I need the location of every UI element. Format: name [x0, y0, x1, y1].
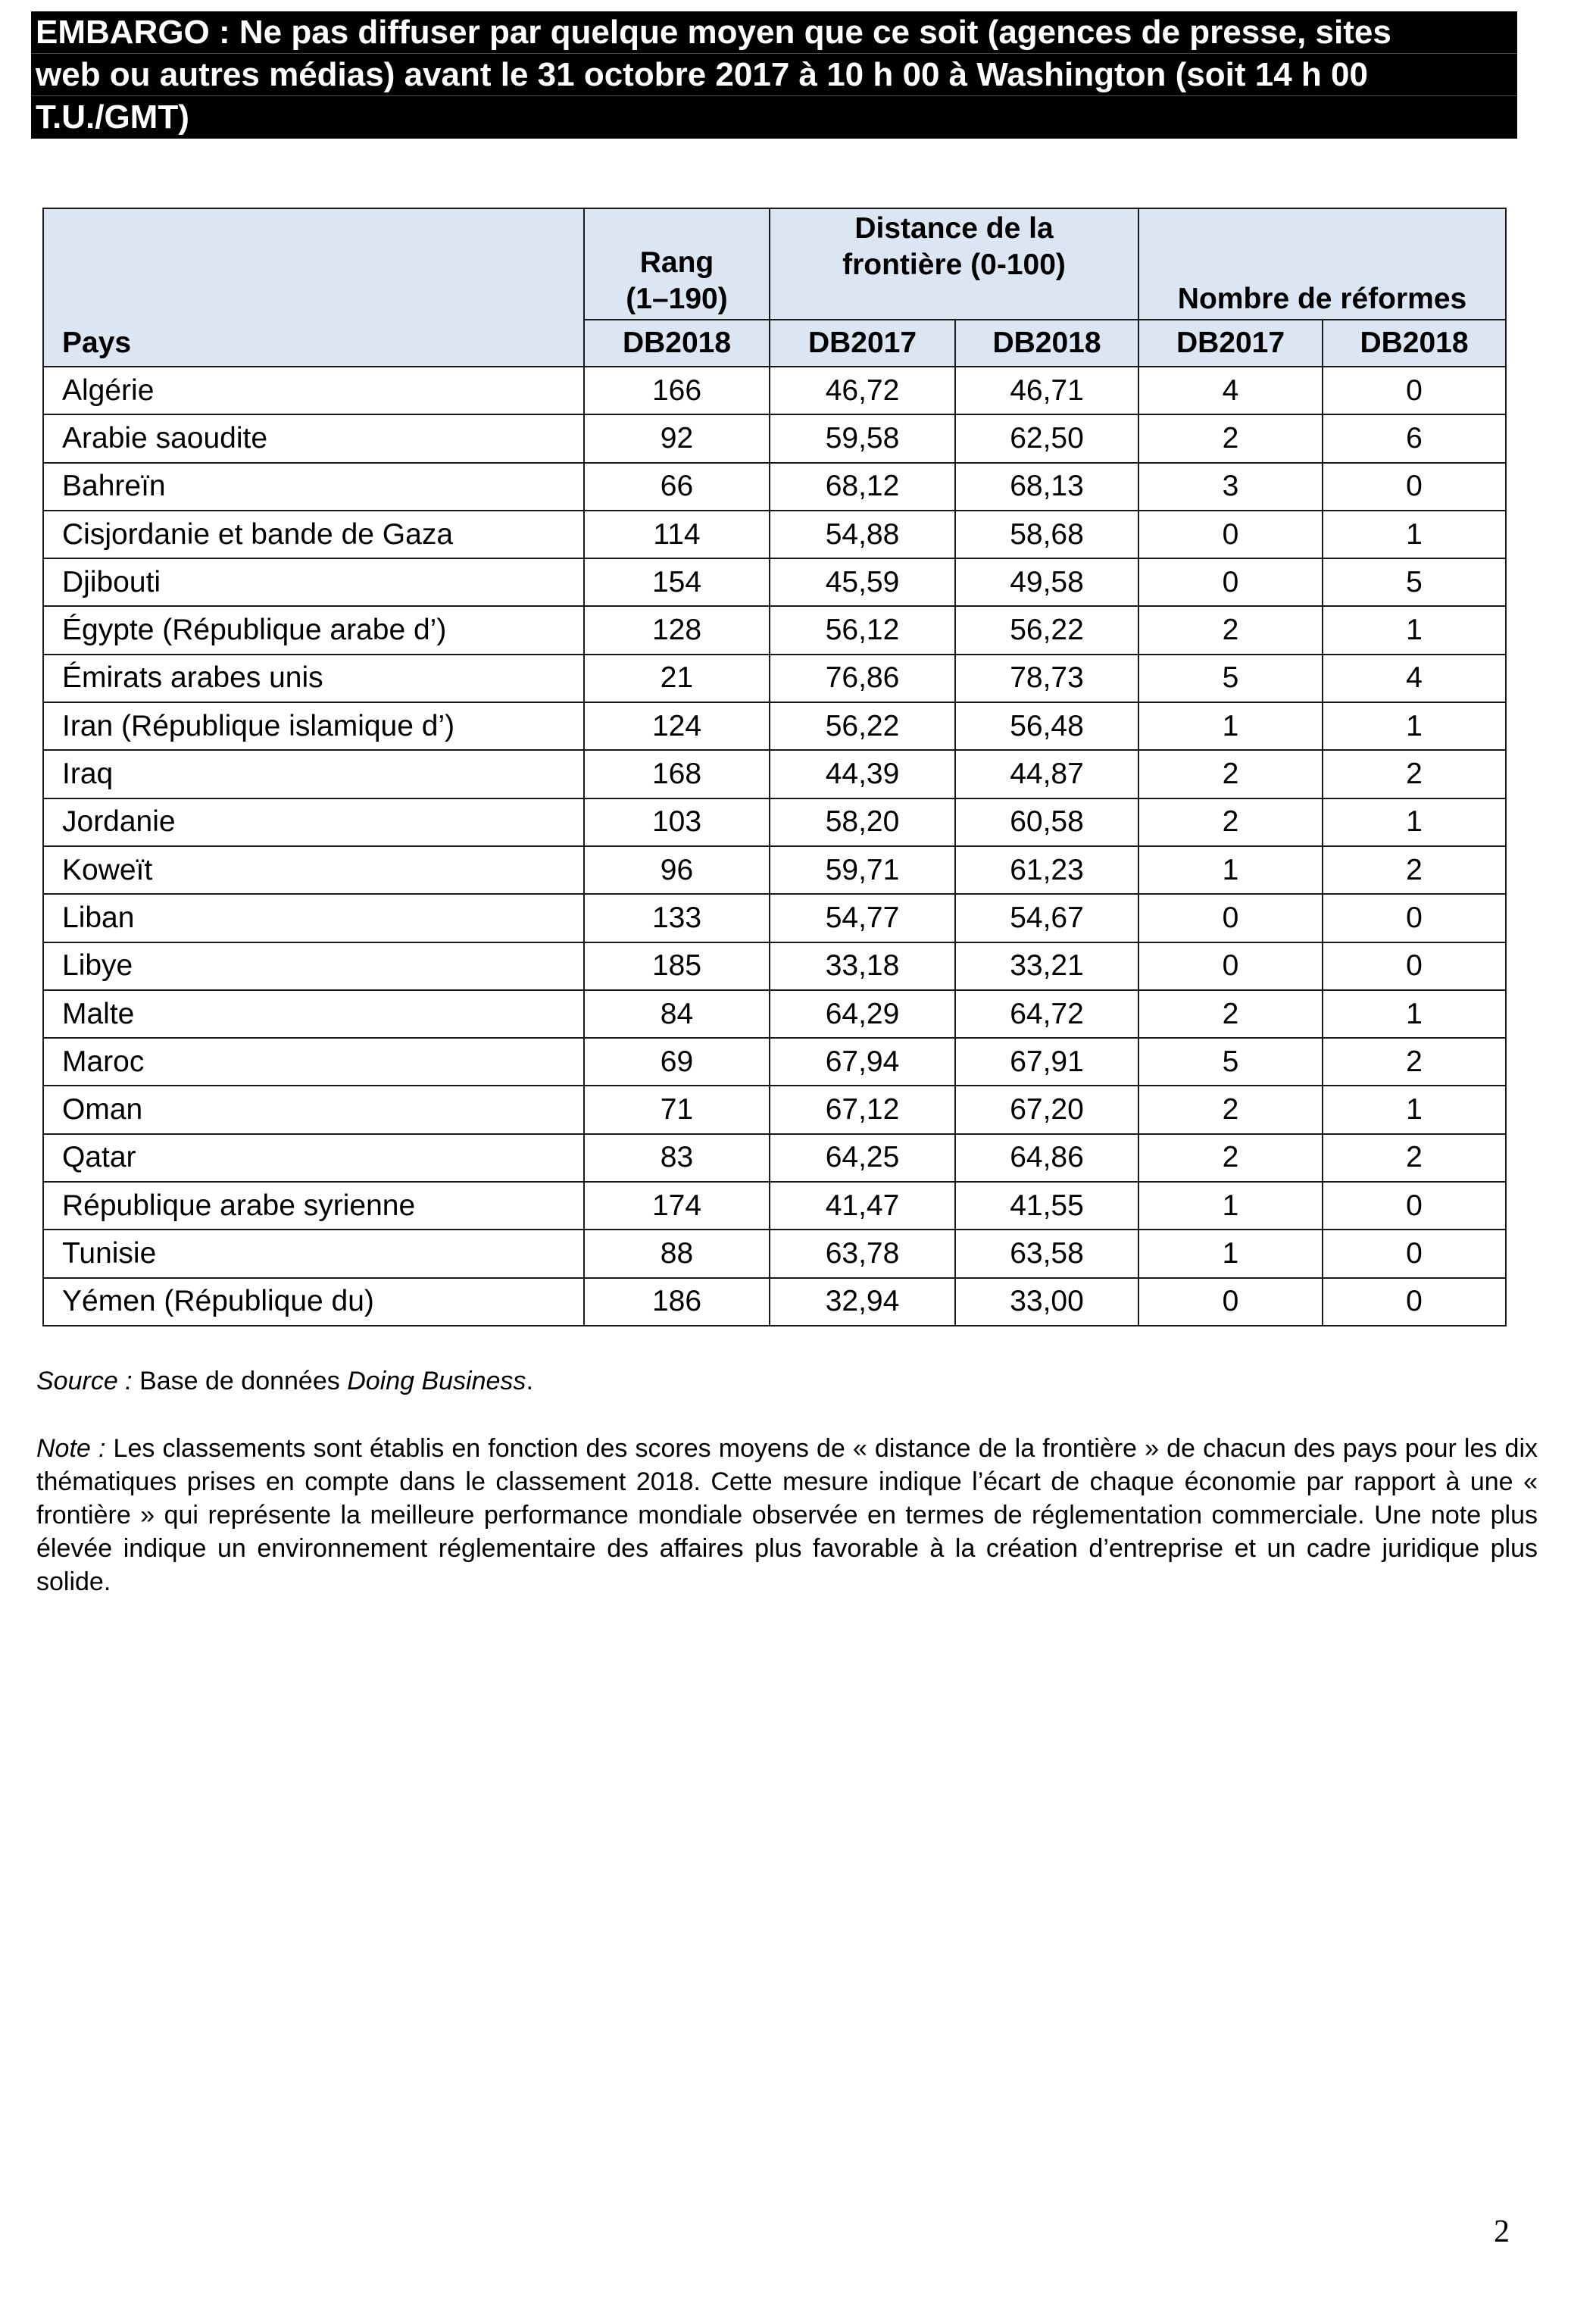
cell-ref2018: 2 — [1323, 846, 1506, 894]
cell-country: Tunisie — [43, 1230, 584, 1277]
cell-ref2017: 2 — [1138, 414, 1323, 462]
header-rank-line1: Rang — [639, 246, 714, 279]
cell-country: Jordanie — [43, 798, 584, 846]
cell-dtf2018: 64,86 — [955, 1134, 1138, 1182]
cell-ref2017: 0 — [1138, 942, 1323, 990]
cell-rank: 174 — [584, 1182, 770, 1230]
table-row — [43, 750, 1506, 798]
cell-country: Iran (République islamique d’) — [43, 702, 584, 750]
cell-ref2018: 1 — [1323, 702, 1506, 750]
cell-dtf2017: 64,25 — [770, 1134, 955, 1182]
cell-country: Djibouti — [43, 558, 584, 606]
cell-ref2017: 2 — [1138, 606, 1323, 654]
cell-ref2017: 5 — [1138, 655, 1323, 702]
table-row — [43, 942, 1506, 990]
table-row — [43, 702, 1506, 750]
cell-dtf2017: 54,88 — [770, 511, 955, 558]
cell-dtf2017: 44,39 — [770, 750, 955, 798]
cell-dtf2018: 67,91 — [955, 1038, 1138, 1086]
cell-country: Algérie — [43, 367, 584, 414]
cell-dtf2017: 56,22 — [770, 702, 955, 750]
header-distance-line1: Distance de la — [854, 212, 1054, 245]
cell-country: Libye — [43, 942, 584, 990]
cell-dtf2018: 67,20 — [955, 1086, 1138, 1133]
cell-ref2018: 0 — [1323, 894, 1506, 942]
source-italic: Doing Business — [347, 1367, 526, 1395]
cell-rank: 66 — [584, 463, 770, 511]
cell-ref2018: 1 — [1323, 798, 1506, 846]
cell-country: Oman — [43, 1086, 584, 1133]
cell-rank: 166 — [584, 367, 770, 414]
table-row — [43, 1182, 1506, 1230]
cell-ref2017: 0 — [1138, 894, 1323, 942]
cell-dtf2018: 56,48 — [955, 702, 1138, 750]
cell-rank: 96 — [584, 846, 770, 894]
cell-dtf2018: 46,71 — [955, 367, 1138, 414]
cell-ref2017: 0 — [1138, 1278, 1323, 1326]
cell-rank: 186 — [584, 1278, 770, 1326]
cell-country: Koweït — [43, 846, 584, 894]
cell-dtf2018: 58,68 — [955, 511, 1138, 558]
table-row — [43, 990, 1506, 1038]
cell-dtf2018: 61,23 — [955, 846, 1138, 894]
cell-ref2018: 1 — [1323, 990, 1506, 1038]
table-row — [43, 463, 1506, 511]
cell-ref2017: 4 — [1138, 367, 1323, 414]
cell-rank: 69 — [584, 1038, 770, 1086]
cell-country: Bahreïn — [43, 463, 584, 511]
cell-ref2018: 2 — [1323, 1038, 1506, 1086]
cell-dtf2017: 64,29 — [770, 990, 955, 1038]
header-rank-group — [584, 208, 770, 320]
cell-dtf2017: 67,12 — [770, 1086, 955, 1133]
table-row — [43, 511, 1506, 558]
cell-dtf2017: 45,59 — [770, 558, 955, 606]
cell-country: Cisjordanie et bande de Gaza — [43, 511, 584, 558]
cell-rank: 88 — [584, 1230, 770, 1277]
cell-dtf2017: 46,72 — [770, 367, 955, 414]
cell-ref2018: 0 — [1323, 1278, 1506, 1326]
table-row — [43, 1278, 1506, 1326]
cell-rank: 168 — [584, 750, 770, 798]
cell-dtf2017: 76,86 — [770, 655, 955, 702]
header-distance-group — [770, 208, 1138, 320]
header-distance-line2: frontière (0-100) — [842, 248, 1066, 281]
cell-dtf2018: 44,87 — [955, 750, 1138, 798]
cell-country: République arabe syrienne — [43, 1182, 584, 1230]
cell-ref2017: 2 — [1138, 1086, 1323, 1133]
cell-dtf2017: 33,18 — [770, 942, 955, 990]
header-country: Pays — [43, 208, 584, 367]
header-dtf-db2018: DB2018 — [955, 320, 1138, 367]
cell-rank: 103 — [584, 798, 770, 846]
cell-rank: 83 — [584, 1134, 770, 1182]
table-row — [43, 367, 1506, 414]
cell-ref2018: 2 — [1323, 750, 1506, 798]
cell-ref2018: 0 — [1323, 1230, 1506, 1277]
embargo-banner — [31, 11, 1517, 139]
doing-business-table — [42, 208, 1507, 1326]
cell-dtf2017: 68,12 — [770, 463, 955, 511]
source-label: Source : — [36, 1367, 133, 1395]
cell-country: Liban — [43, 894, 584, 942]
cell-ref2017: 1 — [1138, 846, 1323, 894]
cell-ref2017: 3 — [1138, 463, 1323, 511]
cell-dtf2018: 63,58 — [955, 1230, 1138, 1277]
cell-dtf2018: 62,50 — [955, 414, 1138, 462]
cell-ref2017: 2 — [1138, 1134, 1323, 1182]
cell-country: Yémen (République du) — [43, 1278, 584, 1326]
source-line — [36, 1367, 533, 1396]
cell-rank: 71 — [584, 1086, 770, 1133]
cell-ref2017: 0 — [1138, 511, 1323, 558]
cell-ref2017: 5 — [1138, 1038, 1323, 1086]
table-row — [43, 1134, 1506, 1182]
cell-country: Égypte (République arabe d’) — [43, 606, 584, 654]
header-reforms-db2017: DB2017 — [1138, 320, 1323, 367]
cell-dtf2017: 41,47 — [770, 1182, 955, 1230]
cell-rank: 124 — [584, 702, 770, 750]
header-rank-line2: (1–190) — [626, 283, 728, 315]
cell-ref2018: 0 — [1323, 367, 1506, 414]
cell-dtf2018: 60,58 — [955, 798, 1138, 846]
cell-ref2017: 2 — [1138, 798, 1323, 846]
cell-dtf2017: 59,58 — [770, 414, 955, 462]
cell-country: Malte — [43, 990, 584, 1038]
cell-dtf2017: 54,77 — [770, 894, 955, 942]
table-row — [43, 846, 1506, 894]
cell-dtf2017: 58,20 — [770, 798, 955, 846]
cell-dtf2017: 63,78 — [770, 1230, 955, 1277]
cell-ref2017: 2 — [1138, 990, 1323, 1038]
cell-rank: 128 — [584, 606, 770, 654]
cell-country: Arabie saoudite — [43, 414, 584, 462]
cell-country: Iraq — [43, 750, 584, 798]
table-row — [43, 1038, 1506, 1086]
header-reforms-group: Nombre de réformes — [1138, 208, 1506, 320]
cell-ref2018: 0 — [1323, 1182, 1506, 1230]
cell-ref2018: 0 — [1323, 942, 1506, 990]
cell-country: Émirats arabes unis — [43, 655, 584, 702]
embargo-line: web ou autres médias) avant le 31 octobre 2017 à 10 h 00 à Washington (soit 14 h 00 — [31, 54, 1517, 96]
cell-rank: 185 — [584, 942, 770, 990]
cell-dtf2017: 32,94 — [770, 1278, 955, 1326]
table-row — [43, 894, 1506, 942]
table-row — [43, 414, 1506, 462]
cell-country: Qatar — [43, 1134, 584, 1182]
cell-ref2018: 2 — [1323, 1134, 1506, 1182]
source-end: . — [526, 1367, 533, 1395]
cell-rank: 21 — [584, 655, 770, 702]
cell-dtf2018: 56,22 — [955, 606, 1138, 654]
cell-dtf2017: 56,12 — [770, 606, 955, 654]
note-label: Note : — [36, 1434, 106, 1463]
cell-dtf2018: 64,72 — [955, 990, 1138, 1038]
cell-ref2017: 2 — [1138, 750, 1323, 798]
cell-rank: 84 — [584, 990, 770, 1038]
header-dtf-db2017: DB2017 — [770, 320, 955, 367]
cell-rank: 92 — [584, 414, 770, 462]
table-body — [43, 367, 1506, 1326]
cell-dtf2018: 78,73 — [955, 655, 1138, 702]
embargo-line: T.U./GMT) — [36, 98, 189, 136]
note-text: Les classements sont établis en fonction des scores moyens de « distance de la frontière » de chacun des pays pour les dix thématiques prises en compte dans le classement 2018. Cette mesure indique l’écart de chaque économie par rapport à une « frontière » qui représente la meilleure performance mondiale observée en termes de réglementation commerciale. Une note plus élevée indique un environnement réglementaire des affaires plus favorable à la création d’entreprise et un cadre juridique plus solide. — [36, 1434, 1538, 1596]
cell-dtf2017: 67,94 — [770, 1038, 955, 1086]
table-row — [43, 558, 1506, 606]
cell-rank: 154 — [584, 558, 770, 606]
header-rank-db2018: DB2018 — [584, 320, 770, 367]
cell-rank: 133 — [584, 894, 770, 942]
cell-dtf2018: 41,55 — [955, 1182, 1138, 1230]
cell-ref2018: 0 — [1323, 463, 1506, 511]
cell-dtf2018: 49,58 — [955, 558, 1138, 606]
cell-dtf2018: 68,13 — [955, 463, 1138, 511]
cell-ref2018: 1 — [1323, 606, 1506, 654]
cell-country: Maroc — [43, 1038, 584, 1086]
cell-dtf2018: 54,67 — [955, 894, 1138, 942]
table-row — [43, 606, 1506, 654]
cell-ref2017: 1 — [1138, 1182, 1323, 1230]
cell-ref2018: 1 — [1323, 511, 1506, 558]
table-row — [43, 655, 1506, 702]
cell-ref2018: 1 — [1323, 1086, 1506, 1133]
source-text: Base de données — [132, 1367, 348, 1395]
cell-ref2018: 5 — [1323, 558, 1506, 606]
cell-dtf2018: 33,21 — [955, 942, 1138, 990]
table-row — [43, 798, 1506, 846]
cell-ref2017: 0 — [1138, 558, 1323, 606]
cell-dtf2018: 33,00 — [955, 1278, 1138, 1326]
cell-ref2018: 4 — [1323, 655, 1506, 702]
cell-ref2017: 1 — [1138, 702, 1323, 750]
cell-ref2018: 6 — [1323, 414, 1506, 462]
cell-ref2017: 1 — [1138, 1230, 1323, 1277]
embargo-line: EMBARGO : Ne pas diffuser par quelque moyen que ce soit (agences de presse, sites — [31, 11, 1517, 54]
table-row — [43, 1086, 1506, 1133]
page-number: 2 — [1494, 2214, 1510, 2249]
cell-rank: 114 — [584, 511, 770, 558]
cell-dtf2017: 59,71 — [770, 846, 955, 894]
header-reforms-db2018: DB2018 — [1323, 320, 1506, 367]
note-paragraph — [36, 1432, 1538, 1598]
table-row — [43, 1230, 1506, 1277]
